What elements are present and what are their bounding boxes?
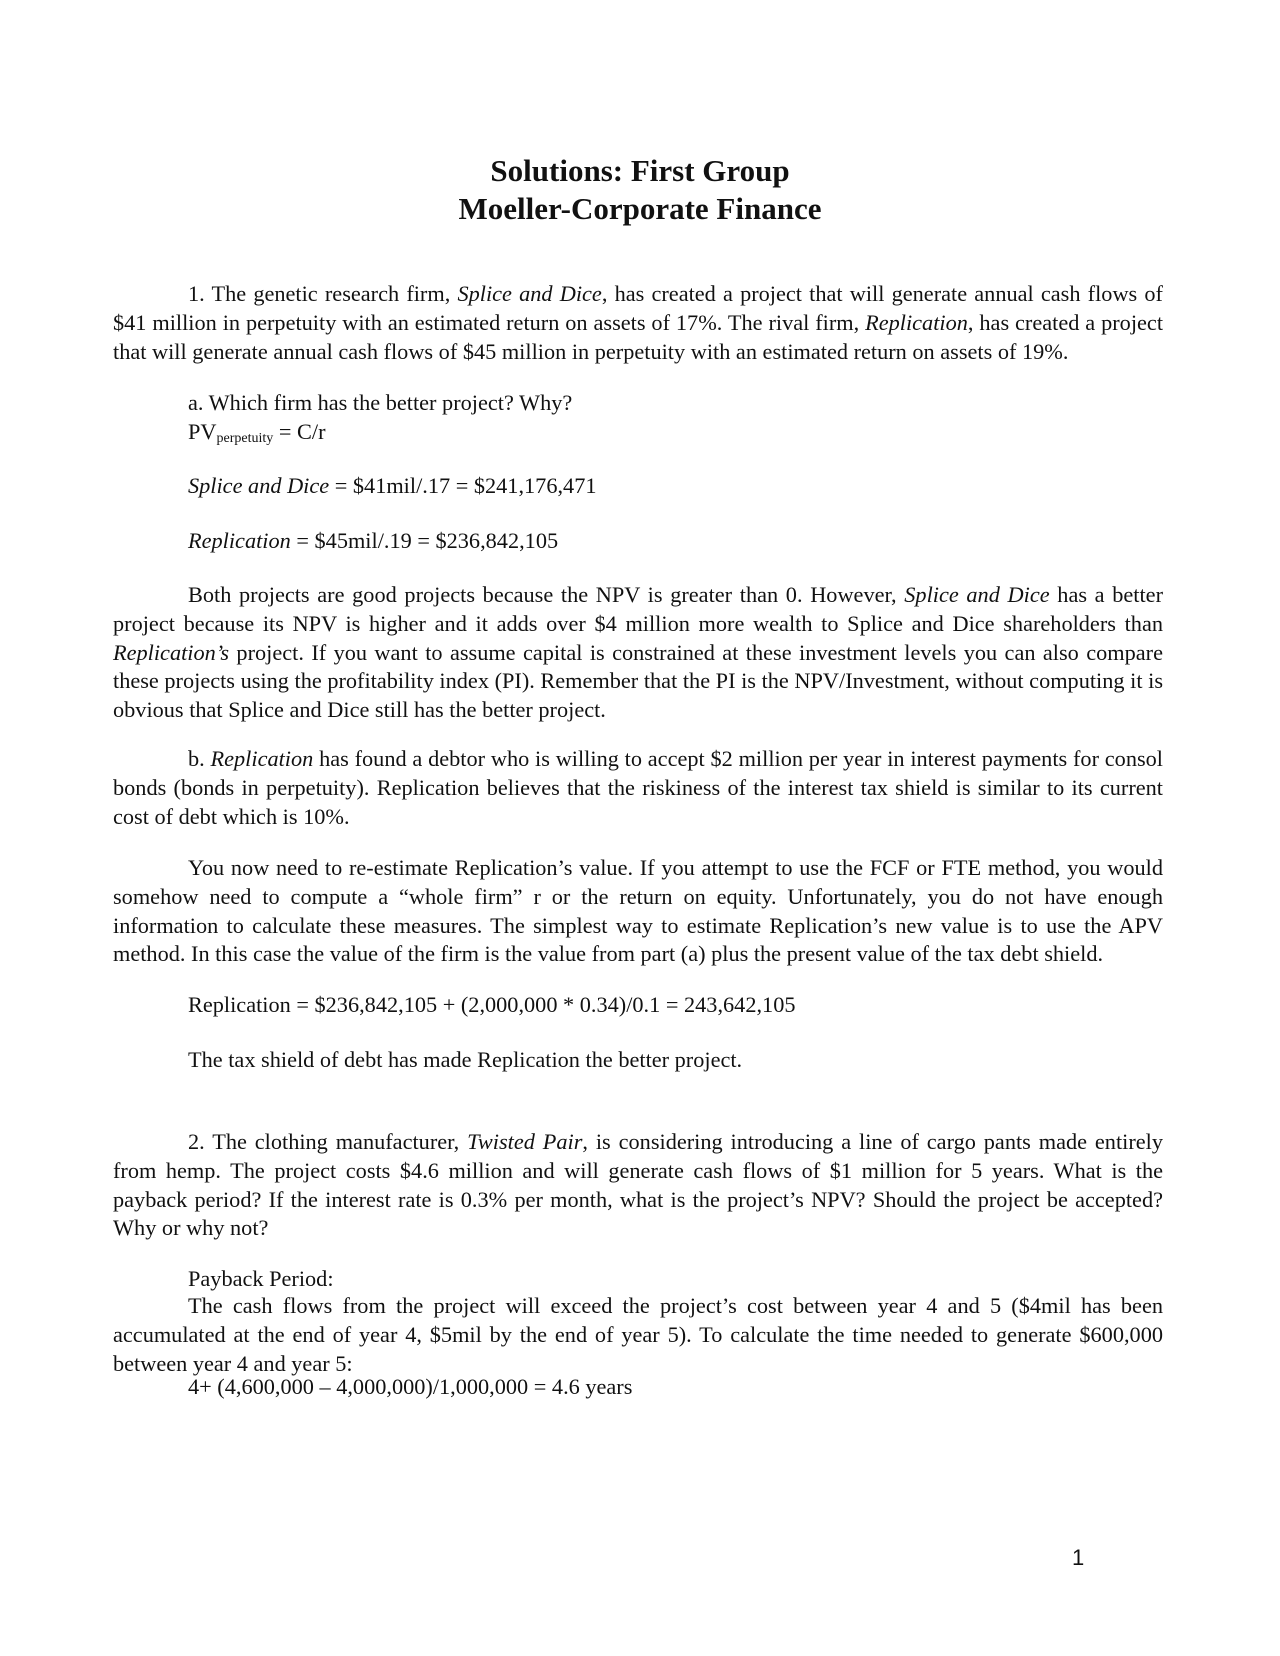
title-line-1: Solutions: First Group [490,153,790,188]
part-b-answer: You now need to re-estimate Replication’s value. If you attempt to use the FCF or FTE method, you would somehow need to compute a “whole firm” r or the return on equity. Unfortunately, you do not have enough information to calculate these measures. The simplest way to estimate Replication’s new value is to use the APV method. In this case the value of the firm is the value from part (a) plus the present value of the tax debt shield. [113,855,1163,967]
question-1-intro: 1. The genetic research firm, Splice and Dice, has created a project that will generate annual cash flows of $41 million in perpetuity with an estimated return on assets of 17%. The rival firm, Replication, has created a project that will generate annual cash flows of $45 million in perpetuity with an estimated return on assets of 19%. [113,281,1164,364]
part-a-question: a. Which firm has the better project? Why? [188,390,573,415]
pv-formula: $PV_{perpetuity} = C/r$ [188,419,326,446]
payback-calculation: 4+ (4,600,000 – 4,000,000)/1,000,000 = 4.6 years [188,1374,633,1399]
part-b-question: b. Replication has found a debtor who is willing to accept $2 million per year in interest payments for consol bonds (bonds in perpetuity). Replication believes that the riskiness of the interest tax shield is similar to its current cost of debt which is 10%. [113,746,1163,829]
part-b-conclusion: The tax shield of debt has made Replication the better project. [188,1047,743,1072]
firm-name: Replication [865,309,968,335]
firm-name: Splice and Dice [457,281,602,306]
part-a-answer: Both projects are good projects because the NPV is greater than 0. However, Splice and Dice has a better project because its NPV is higher and it adds over $4 million more wealth to Splice and Dice shareholders than Replication’s project. If you want to assume capital is constrained at these investment levels you can also compare these projects using the profitability index (PI). Remember that the PI is the NPV/Investment, without computing it is obvious that Splice and Dice still has the better project. [113,582,1163,723]
payback-heading: Payback Period: [188,1266,334,1291]
question-2-intro: 2. The clothing manufacturer, Twisted Pair, is considering introducing a line of cargo pants made entirely from hemp. The project costs $4.6 million and will generate cash flows of $1 million for 5 years. What is the payback period? If the interest rate is 0.3% per month, what is the project’s NPV? Should the project be accepted? Why or why not? [113,1129,1163,1241]
calc-replication: Replication = $45mil/.19 = $236,842,105 [188,528,559,553]
page-number: 1 [1072,1545,1085,1570]
payback-explanation: The cash flows from the project will exceed the project’s cost between year 4 and 5 ($4mil has been accumulated at the end of year 4, $5mil by the end of year 5). To calculate the time needed to generate $600,000 between year 4 and year 5: [113,1293,1163,1376]
apv-calculation: Replication = $236,842,105 + (2,000,000 * 0.34)/0.1 = 243,642,105 [188,992,796,1017]
firm-name: Twisted Pair [467,1129,583,1154]
calc-splice-and-dice: Splice and Dice = $41mil/.17 = $241,176,471 [188,473,597,498]
title-line-2: Moeller-Corporate Finance [458,191,822,226]
